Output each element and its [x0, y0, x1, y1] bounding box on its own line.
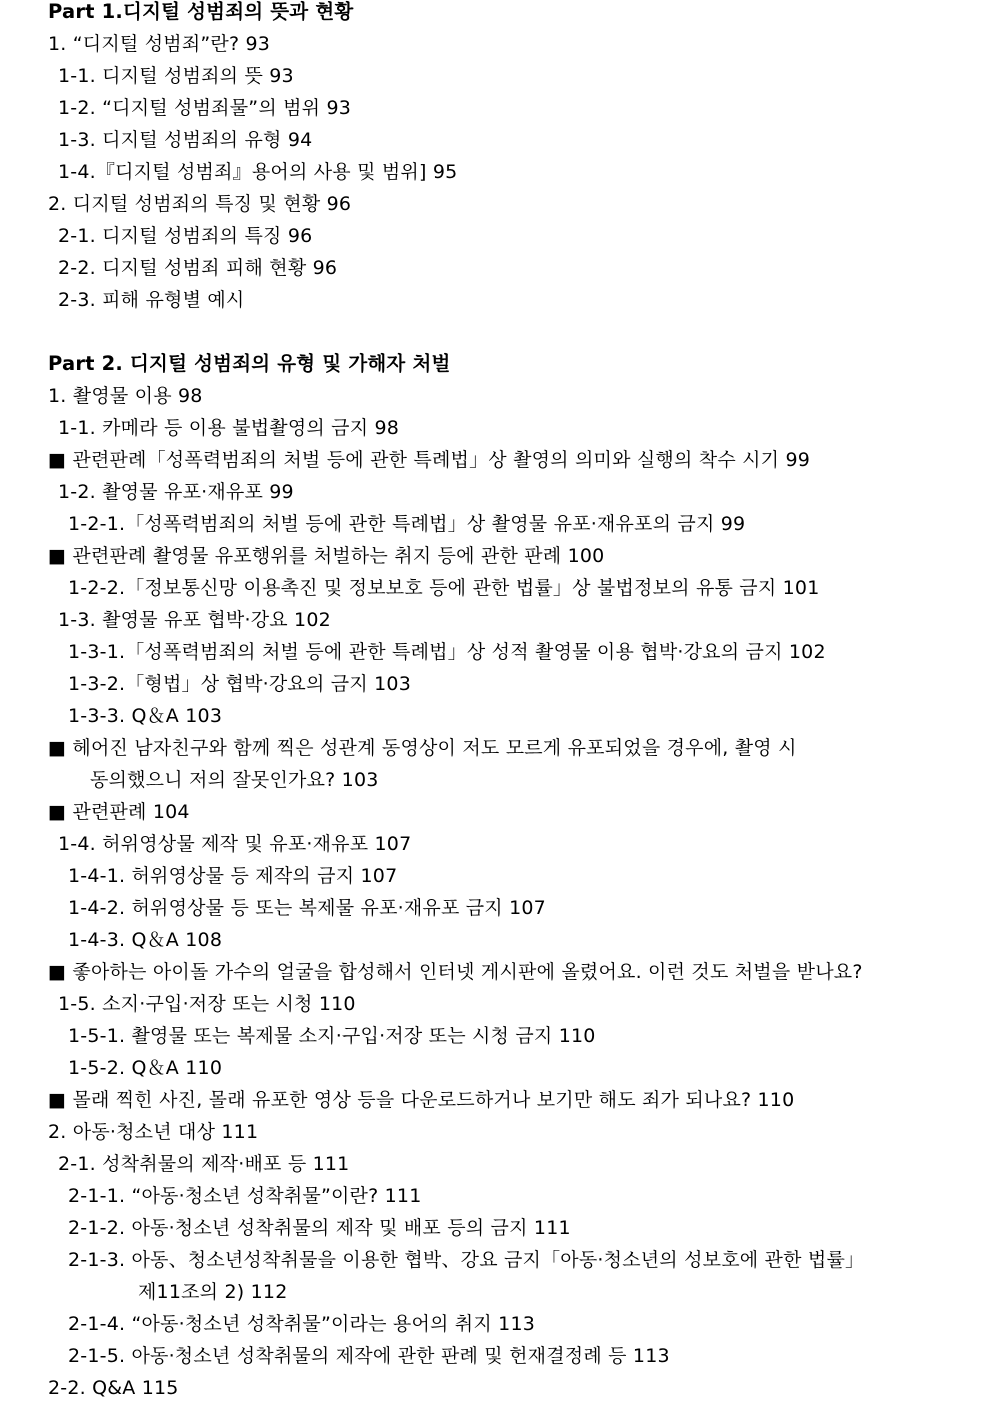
- toc-entry: 2-2. Q&A 115: [48, 1377, 179, 1399]
- section-heading: Part 2. 디지털 성범죄의 유형 및 가해자 처벌: [48, 352, 451, 375]
- toc-entry: ■ 관련판례「성폭력범죄의 처벌 등에 관한 특례법」상 촬영의 의미와 실행의 착수 시기 99: [48, 449, 811, 471]
- toc-entry: 1-3-2.「형법」상 협박·강요의 금지 103: [68, 673, 411, 695]
- toc-entry: ■ 몰래 찍힌 사진, 몰래 유포한 영상 등을 다운로드하거나 보기만 해도 죄가 되나요? 110: [48, 1089, 795, 1111]
- toc-entry: 2. 디지털 성범죄의 특징 및 현황 96: [48, 193, 352, 215]
- toc-entry: 2-1. 디지털 성범죄의 특징 96: [58, 225, 313, 247]
- toc-entry: 2-1. 성착취물의 제작·배포 등 111: [58, 1153, 350, 1175]
- toc-entry: ■ 관련판례 104: [48, 801, 190, 823]
- table-of-contents: [48, 0, 978, 1408]
- section-heading: Part 1.디지털 성범죄의 뜻과 현황: [48, 0, 354, 23]
- toc-entry: 1-4-1. 허위영상물 등 제작의 금지 107: [68, 865, 398, 887]
- toc-entry: 1-3. 디지털 성범죄의 유형 94: [58, 129, 313, 151]
- toc-entry: 1-5-2. Q＆A 110: [68, 1057, 223, 1079]
- toc-entry: 1. “디지털 성범죄”란? 93: [48, 33, 271, 55]
- toc-entry: 1-2. “디지털 성범죄물”의 범위 93: [58, 97, 352, 119]
- toc-entry: 1-2. 촬영물 유포·재유포 99: [58, 481, 294, 503]
- toc-entry: 2-3. 피해 유형별 예시: [58, 289, 245, 311]
- toc-entry: 2-1-2. 아동·청소년 성착취물의 제작 및 배포 등의 금지 111: [68, 1217, 571, 1239]
- toc-entry: 2-2. 디지털 성범죄 피해 현황 96: [58, 257, 338, 279]
- toc-entry: 1-3-1.「성폭력범죄의 처벌 등에 관한 특례법」상 성적 촬영물 이용 협박·강요의 금지 102: [68, 641, 826, 663]
- toc-entry: 1-4.『디지털 성범죄』용어의 사용 및 범위] 95: [58, 161, 458, 183]
- toc-entry: 2. 아동·청소년 대상 111: [48, 1121, 259, 1143]
- toc-entry: 1-4-3. Q＆A 108: [68, 929, 223, 951]
- toc-entry: 1-5-1. 촬영물 또는 복제물 소지·구입·저장 또는 시청 금지 110: [68, 1025, 596, 1047]
- toc-entry: 1-2-1.「성폭력범죄의 처벌 등에 관한 특례법」상 촬영물 유포·재유포의 금지 99: [68, 513, 746, 535]
- toc-entry: 1-5. 소지·구입·저장 또는 시청 110: [58, 993, 356, 1015]
- toc-entry: 1-1. 카메라 등 이용 불법촬영의 금지 98: [58, 417, 400, 439]
- spacer: [48, 320, 978, 352]
- toc-entry: 1. 촬영물 이용 98: [48, 385, 203, 407]
- toc-entry: 2-1-5. 아동·청소년 성착취물의 제작에 관한 판례 및 헌재결정례 등 113: [68, 1345, 670, 1367]
- toc-entry: 2-1-1. “아동·청소년 성착취물”이란? 111: [68, 1185, 422, 1207]
- toc-entry: ■ 관련판례 촬영물 유포행위를 처벌하는 취지 등에 관한 판례 100: [48, 545, 605, 567]
- toc-entry: 2-1-3. 아동、청소년성착취물을 이용한 협박、강요 금지「아동·청소년의 성보호에 관한 법률」: [68, 1249, 865, 1271]
- toc-entry: 1-3-3. Q＆A 103: [68, 705, 223, 727]
- toc-entry: 1-2-2.「정보통신망 이용촉진 및 정보보호 등에 관한 법률」상 불법정보의 유통 금지 101: [68, 577, 820, 599]
- toc-entry: ■ 헤어진 남자친구와 함께 찍은 성관계 동영상이 저도 모르게 유포되었을 경우에, 촬영 시: [48, 737, 797, 759]
- toc-entry: 제11조의 2) 112: [138, 1281, 288, 1303]
- toc-entry: 1-4-2. 허위영상물 등 또는 복제물 유포·재유포 금지 107: [68, 897, 546, 919]
- toc-entry: 동의했으니 저의 잘못인가요? 103: [90, 769, 379, 791]
- toc-entry: 1-3. 촬영물 유포 협박·강요 102: [58, 609, 331, 631]
- toc-entry: ■ 좋아하는 아이돌 가수의 얼굴을 합성해서 인터넷 게시판에 올렸어요. 이런 것도 처벌을 받나요?: [48, 961, 863, 983]
- toc-entry: 2-1-4. “아동·청소년 성착취물”이라는 용어의 취지 113: [68, 1313, 536, 1335]
- toc-entry: 1-1. 디지털 성범죄의 뜻 93: [58, 65, 294, 87]
- toc-entry: 1-4. 허위영상물 제작 및 유포·재유포 107: [58, 833, 412, 855]
